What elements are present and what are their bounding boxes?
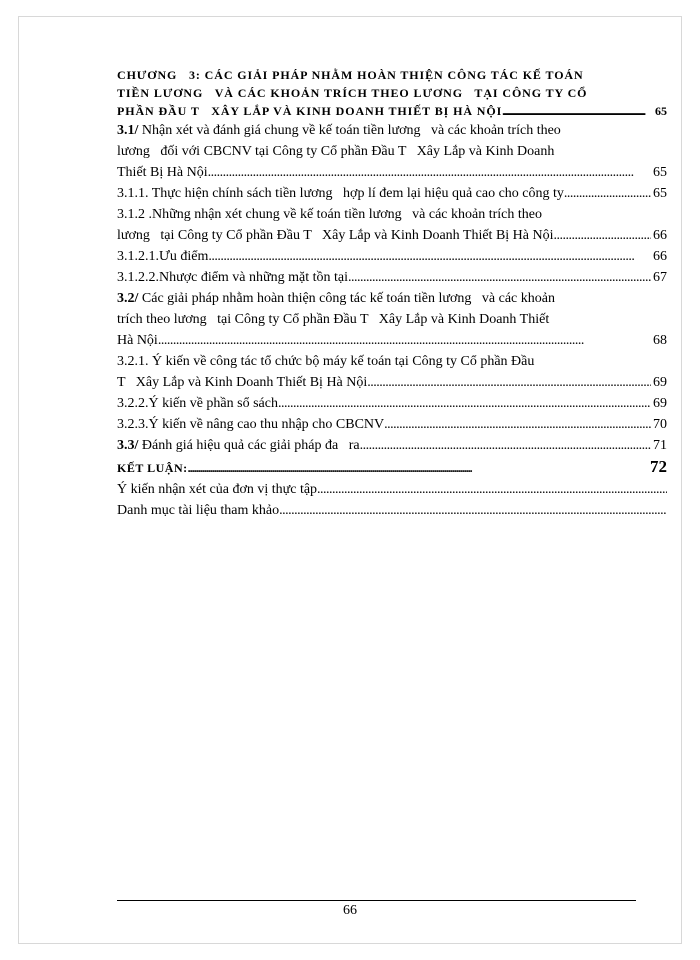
conclusion-title: KẾT LUẬN: — [117, 461, 188, 475]
section-title-line-1: 3.1.2 .Những nhận xét chung về kế toán tiền lương và các khoản trích theo — [117, 207, 542, 222]
toc-line — [117, 84, 667, 102]
page-ref: 67 — [653, 270, 667, 285]
toc-line — [117, 267, 667, 288]
section-title-line-2: T Xây Lắp và Kinh Doanh Thiết Bị Hà Nội — [117, 375, 368, 390]
page-ref: 69 — [653, 375, 667, 390]
toc-line — [117, 204, 667, 225]
section-number: 3.2/ — [117, 291, 139, 306]
toc-section-3-2-3[interactable] — [117, 414, 667, 435]
toc-line — [117, 102, 667, 120]
opinion-title: Ý kiến nhận xét của đơn vị thực tập — [117, 482, 318, 497]
page-ref: 65 — [653, 165, 667, 180]
toc-line — [117, 456, 667, 479]
page-ref: 66 — [653, 249, 667, 264]
dot-leader — [158, 330, 651, 351]
page-ref: 72 — [650, 457, 667, 476]
toc-line — [117, 141, 667, 162]
toc-line — [117, 309, 667, 330]
dot-leader — [360, 435, 651, 456]
dot-leader — [367, 372, 651, 393]
section-title: 3.1.1. Thực hiện chính sách tiền lương hợp lí đem lại hiệu quả cao cho công ty — [117, 186, 564, 201]
toc-line — [117, 330, 667, 351]
chapter-title-line-2: TIỀN LƯƠNG VÀ CÁC KHOẢN TRÍCH THEO LƯƠNG TẠI CÔNG TY CỔ — [117, 86, 588, 100]
section-number: 3.3/ — [117, 438, 139, 453]
toc-line — [117, 288, 667, 309]
dot-leader — [348, 267, 651, 288]
toc-line — [117, 120, 667, 141]
section-title-line-2: trích theo lương tại Công ty Cổ phần Đầu T Xây Lắp và Kinh Doanh Thiết — [117, 312, 550, 327]
references-title: Danh mục tài liệu tham khảo — [117, 503, 280, 518]
page-ref: 65 — [653, 186, 667, 201]
page-ref: 66 — [653, 228, 667, 243]
section-title-line-3: Hà Nội — [117, 333, 158, 348]
dot-leader — [502, 102, 653, 120]
dot-leader — [554, 225, 652, 246]
toc-conclusion[interactable] — [117, 456, 667, 479]
toc-references[interactable] — [117, 500, 667, 521]
toc-section-3-2[interactable] — [117, 288, 667, 351]
section-title-line-3: Thiết Bị Hà Nội — [117, 165, 208, 180]
toc-line — [117, 225, 667, 246]
toc-line — [117, 351, 667, 372]
dot-leader — [278, 393, 651, 414]
toc-line — [117, 66, 667, 84]
section-title: Đánh giá hiệu quả các giải pháp đa ra — [138, 438, 360, 453]
page-ref: 69 — [653, 396, 667, 411]
toc-line — [117, 372, 667, 393]
footer-divider — [117, 900, 636, 901]
section-title-line-1: Nhận xét và đánh giá chung về kế toán tiền lương và các khoản trích theo — [138, 123, 561, 138]
toc-line — [117, 246, 667, 267]
section-title-line-1: Các giải pháp nhằm hoàn thiện công tác kế toán tiền lương và các khoản — [138, 291, 555, 306]
dot-leader — [317, 479, 667, 500]
page-ref: 68 — [653, 333, 667, 348]
toc-chapter-3[interactable] — [117, 66, 667, 120]
chapter-title-line-1: CHƯƠNG 3: CÁC GIẢI PHÁP NHẰM HOÀN THIỆN CÔNG TÁC KẾ TOÁN — [117, 68, 584, 82]
toc-section-3-2-1[interactable] — [117, 351, 667, 393]
toc-section-3-1-2[interactable] — [117, 204, 667, 246]
toc-section-3-3[interactable] — [117, 435, 667, 456]
toc-section-3-2-2[interactable] — [117, 393, 667, 414]
dot-leader — [384, 414, 651, 435]
toc-line — [117, 479, 667, 500]
dot-leader — [279, 500, 667, 521]
toc-line — [117, 435, 667, 456]
page-ref: 70 — [653, 417, 667, 432]
dot-leader — [564, 183, 651, 204]
section-title-line-2: lương đối với CBCNV tại Công ty Cổ phần Đầu T Xây Lắp và Kinh Doanh — [117, 144, 555, 159]
section-title: 3.2.3.Ý kiến về nâng cao thu nhập cho CBCNV — [117, 417, 385, 432]
page-ref: 71 — [653, 438, 667, 453]
toc-line — [117, 162, 667, 183]
chapter-title-line-3: PHẦN ĐẦU T XÂY LẮP VÀ KINH DOANH THIẾT BỊ HÀ NỘI — [117, 104, 503, 118]
toc-line — [117, 500, 667, 521]
section-title: 3.2.2.Ý kiến về phần sổ sách — [117, 396, 278, 411]
section-title-line-1: 3.2.1. Ý kiến về công tác tổ chức bộ máy kế toán tại Công ty Cổ phần Đầu — [117, 354, 535, 369]
dot-leader — [188, 457, 644, 479]
table-of-contents — [117, 66, 667, 521]
dot-leader — [208, 246, 651, 267]
toc-section-3-1-1[interactable] — [117, 183, 667, 204]
dot-leader — [208, 162, 651, 183]
toc-section-3-1-2-1[interactable] — [117, 246, 667, 267]
page-number: 66 — [343, 903, 357, 918]
toc-line — [117, 393, 667, 414]
toc-section-3-1-2-2[interactable] — [117, 267, 667, 288]
section-title: 3.1.2.1.Ưu điểm — [117, 249, 209, 264]
page-ref: 65 — [655, 104, 667, 118]
section-number: 3.1/ — [117, 123, 139, 138]
section-title-line-2: lương tại Công ty Cổ phần Đầu T Xây Lắp và Kinh Doanh Thiết Bị Hà Nội — [117, 228, 554, 243]
toc-section-3-1[interactable] — [117, 120, 667, 183]
toc-line — [117, 183, 667, 204]
toc-intern-opinion[interactable] — [117, 479, 667, 500]
toc-line — [117, 414, 667, 435]
section-title: 3.1.2.2.Nhược điểm và những mặt tồn tại — [117, 270, 348, 285]
